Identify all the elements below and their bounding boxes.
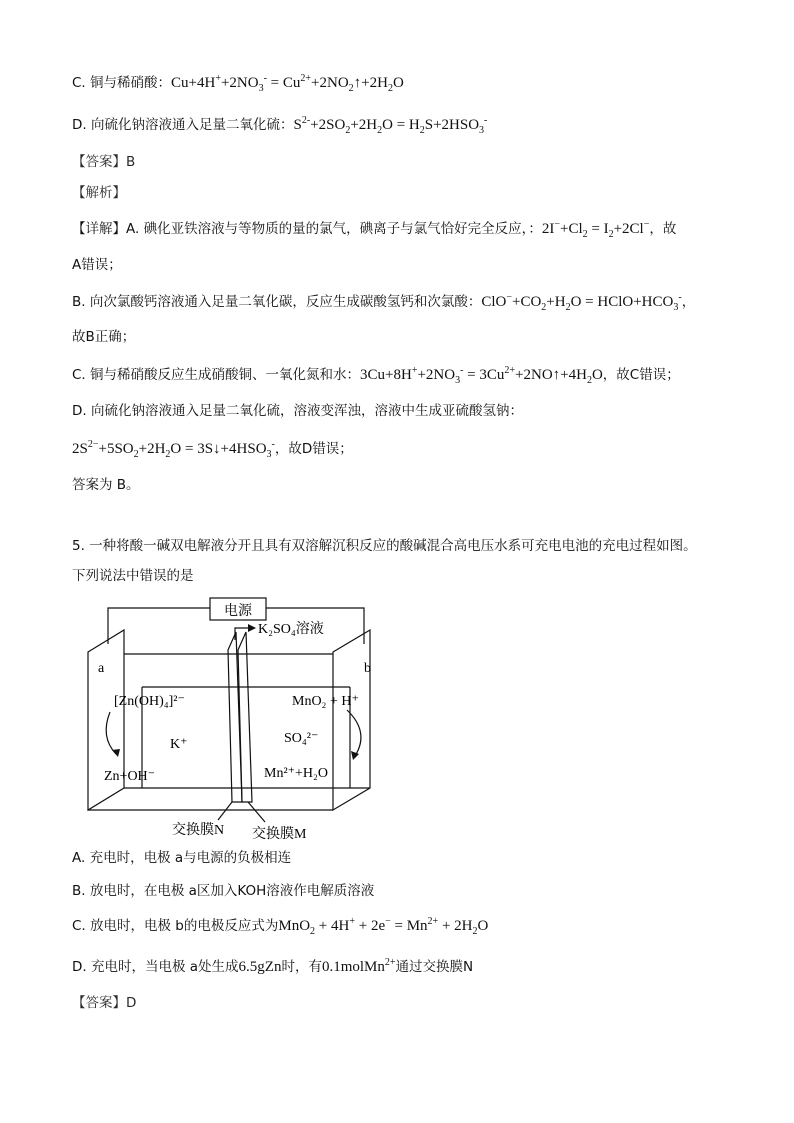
answer-line: 【答案】B	[72, 154, 136, 170]
q5-option-a: A. 充电时，电极 a与电源的负极相连	[72, 850, 292, 866]
zn-oh-label: Zn+OH⁻	[104, 769, 156, 784]
power-label: 电源	[224, 604, 252, 619]
question-5-line1: 5. 一种将酸一碱双电解液分开且具有双溶解沉积反应的酸碱混合高电压水系可充电电池的充电过程如图。	[72, 538, 697, 554]
sulfate-label: SO₄²⁻	[284, 731, 319, 746]
k2so4-label: K₂SO₄溶液	[258, 622, 324, 637]
answer-line-2: 【答案】D	[72, 995, 137, 1011]
zincate-label: [Zn(OH)₄]²⁻	[114, 694, 185, 709]
q5-option-c: C. 放电时，电极 b的电极反应式为$MnO_2 + 4H^+ + 2e^- = Mn^{2+} + 2H_2O$	[72, 916, 489, 937]
mno2-label: MnO₂ + H⁺	[292, 694, 359, 709]
explain-c: C. 铜与稀硝酸反应生成硝酸铜、一氧化氮和水：$3Cu+8H^++2NO_3^-$ = $3Cu^{2+}+2NO↑+4H_2O$，故C错误；	[72, 365, 680, 386]
battery-diagram	[80, 592, 400, 842]
electrode-a-label: a	[98, 661, 105, 676]
explain-a-cont: A错误；	[72, 257, 122, 273]
electrode-b-label: b	[364, 661, 371, 676]
question-5-line2: 下列说法中错误的是	[72, 568, 194, 584]
k-ion-label: K⁺	[170, 737, 188, 752]
q5-option-d: D. 充电时，当电极 a处生成6.5gZn时，有0.1molMn$^{2+}$通过交换膜N	[72, 957, 474, 975]
explain-b-cont: 故B正确；	[72, 329, 136, 345]
option-c-prev: C. 铜与稀硝酸：$Cu+4H^++2NO_3^-$ = $Cu^{2+}+2NO_2↑+2H_2O$	[72, 73, 404, 94]
analysis-heading: 【解析】	[72, 185, 126, 201]
option-d-prev: D. 向硫化钠溶液通入足量二氧化硫：$S^{2-}+2SO_2+2H_2O = H_2S+2HSO_3^-$	[72, 115, 488, 136]
mn-water-label: Mn²⁺+H₂O	[264, 766, 329, 781]
explain-a: 【详解】A. 碘化亚铁溶液与等物质的量的氯气，碘离子与氯气恰好完全反应，：$2I^-+Cl_2 = I_2+2Cl^-$，故	[72, 219, 677, 240]
explain-d-eq: $2S^{2-}+5SO_2+2H_2O$ = $3S↓+4HSO_3^-$，故D错误；	[72, 439, 353, 460]
explain-d: D. 向硫化钠溶液通入足量二氧化硫，溶液变浑浊，溶液中生成亚硫酸氢钠：	[72, 403, 523, 419]
membrane-n-label: 交换膜N	[172, 823, 225, 838]
membrane-m-label: 交换膜M	[252, 827, 307, 842]
explain-b: B. 向次氯酸钙溶液通入足量二氧化碳，反应生成碳酸氢钙和次氯酸：$ClO^-+CO_2+H_2O$ = $HClO+HCO_3^-$，	[72, 292, 696, 313]
conclusion: 答案为 B。	[72, 477, 140, 493]
q5-option-b: B. 放电时，在电极 a区加入KOH溶液作电解质溶液	[72, 883, 375, 899]
